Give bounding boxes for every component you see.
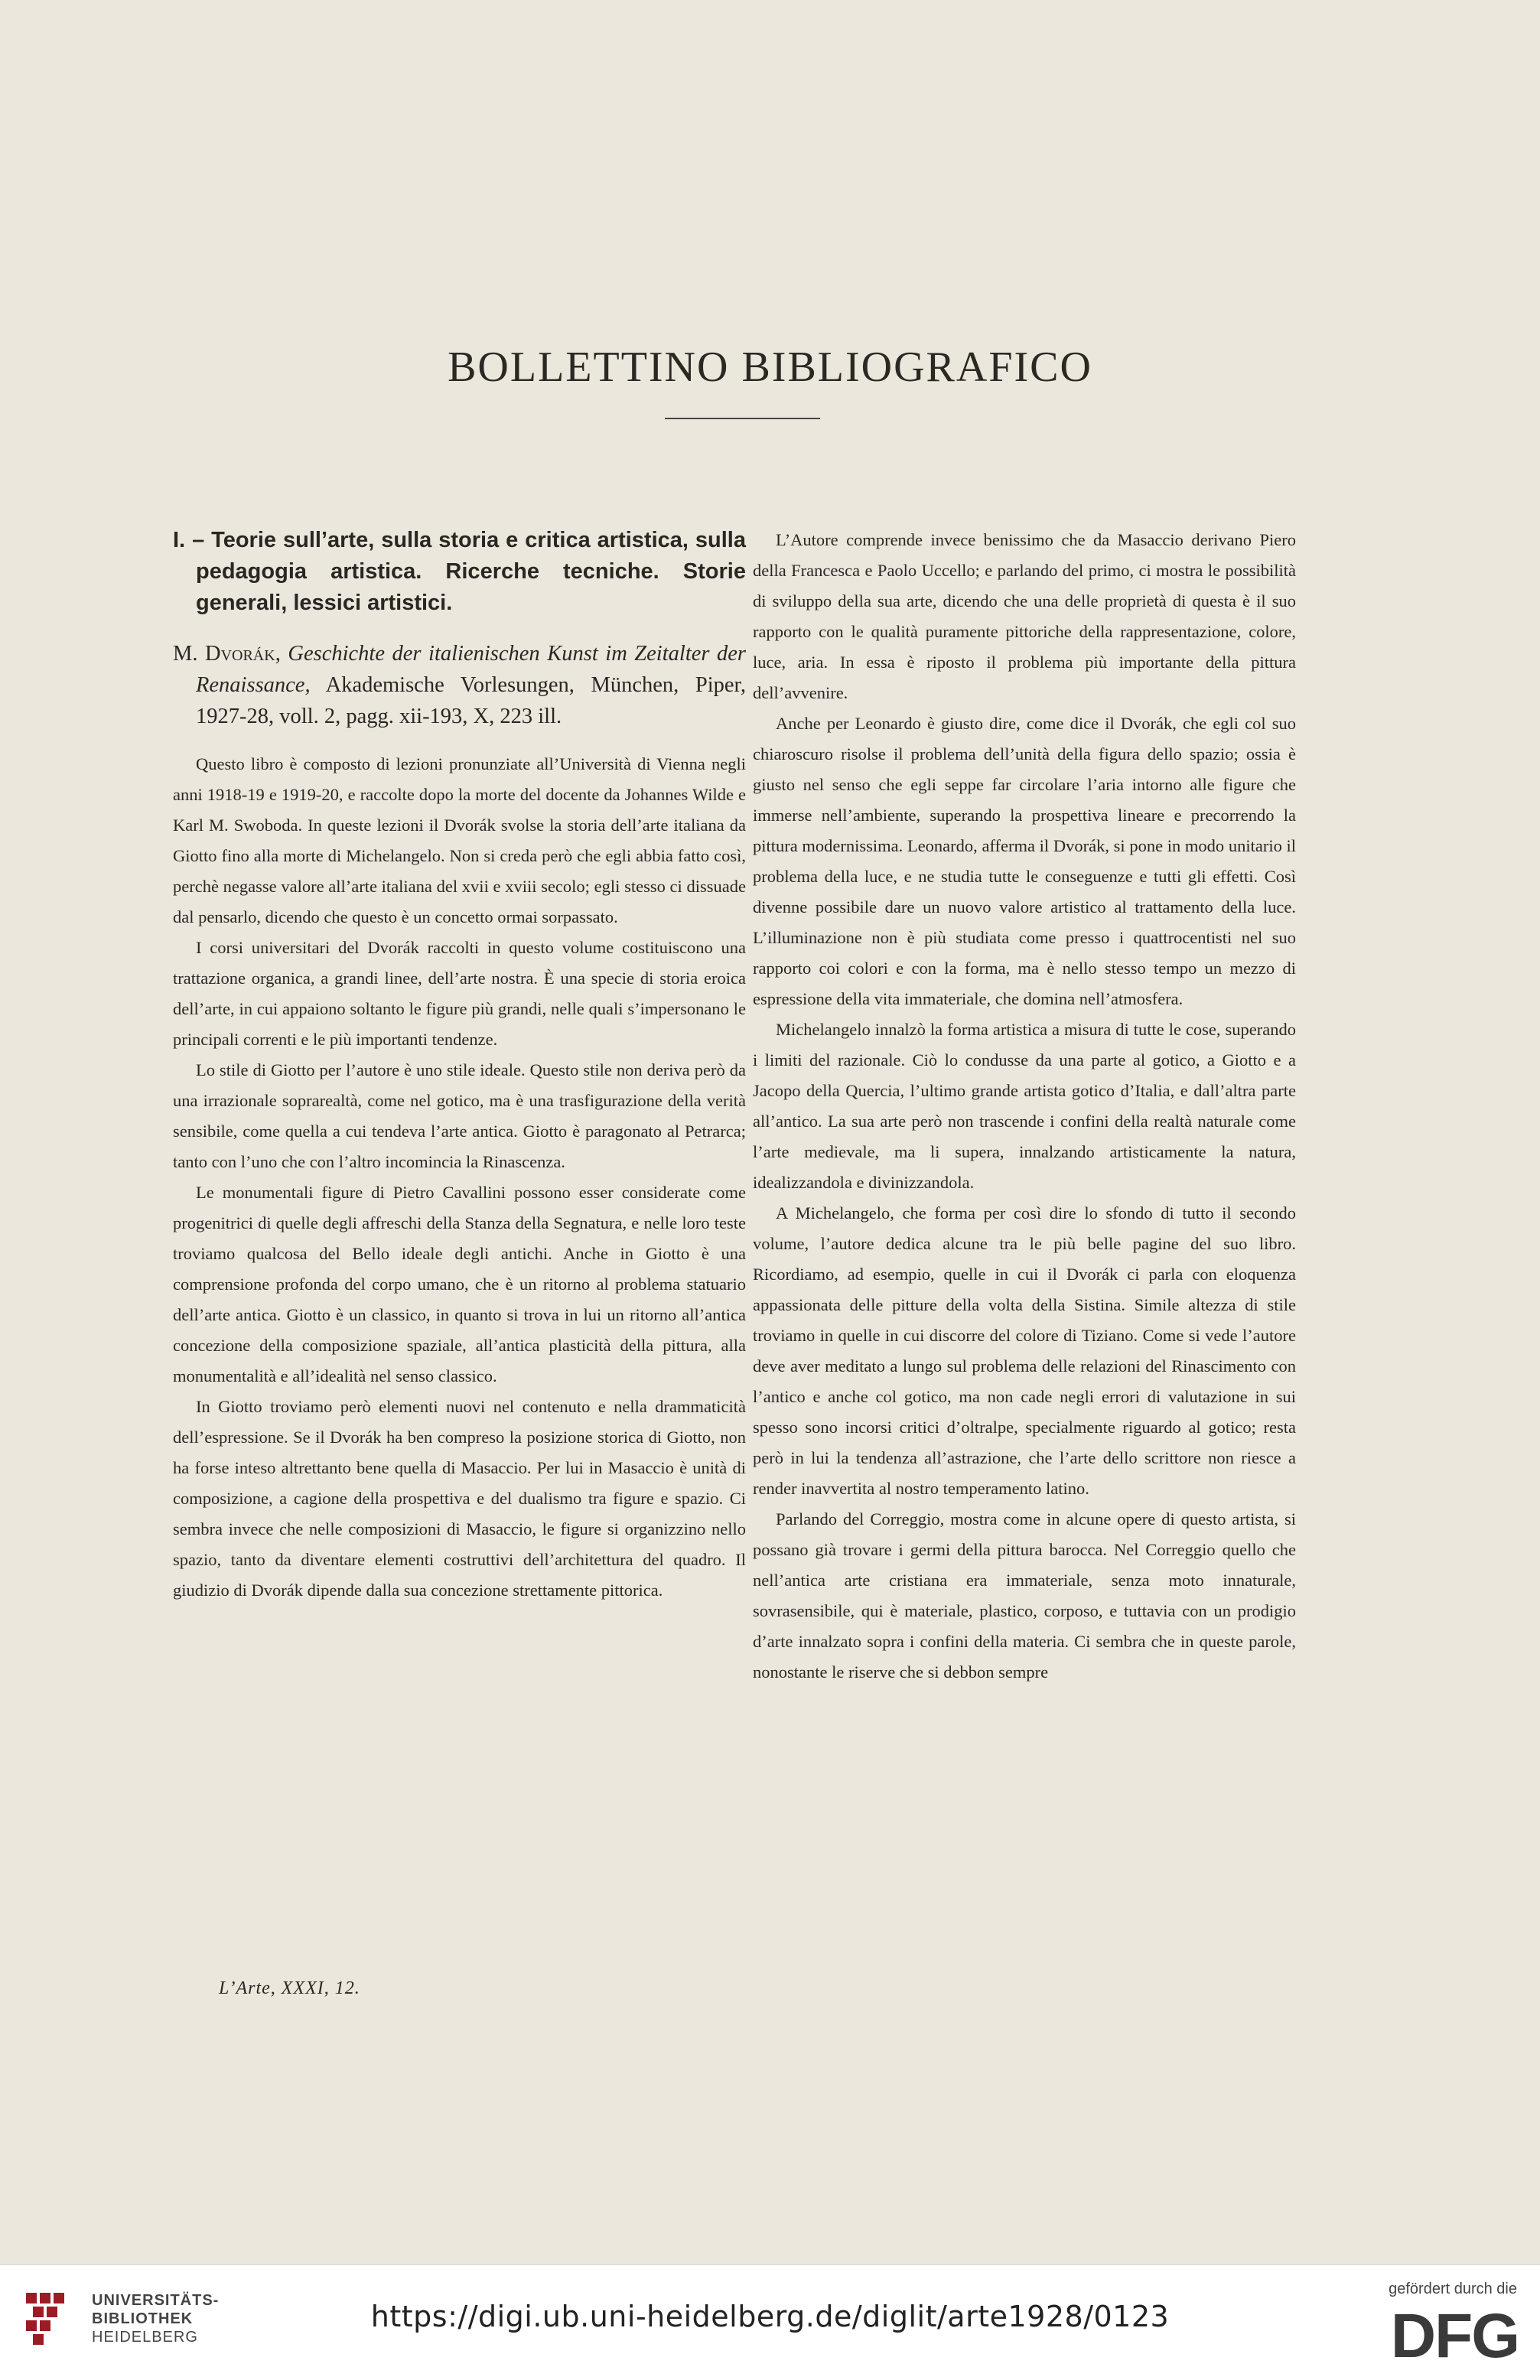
paragraph: I corsi universitari del Dvorák raccolti in questo volume costituiscono una trattazione organica, a grandi linee, dell’arte nostra. È una specie di storia eroica dell’arte, in cui appaiono soltanto le figure più grandi, nelle quali s’impersonano le principali correnti e le più importanti tendenze. <box>173 938 746 1049</box>
paragraph: Anche per Leonardo è giusto dire, come dice il Dvorák, che egli col suo chiaroscuro risolse il problema dell’unità della figura dello spazio; ossia è giusto nel senso che egli seppe far circolare l’aria intorno alle figure che immerse nell’ambiente, superando la prospettiva lineare e precorrendo la pittura modernissima. Leonardo, afferma il Dvorák, si pone in modo unitario il problema della luce, e ne studia tutte le conseguenze e tutti gli effetti. Così divenne possibile dare un nuovo valore artistico al trattamento della luce. L’illuminazione non è più studiata come presso i quattrocentisti nel suo rapporto coi colori e con la forma, ma è nello stesso tempo un mezzo di espressione della vita immateriale, che domina nell’atmosfera. <box>753 714 1296 1008</box>
entry-details: Akademische Vorlesungen, München, Piper, 1927-28, voll. 2, pagg. xii-193, X, 223 ill. <box>196 673 746 728</box>
bibliographic-entry <box>173 638 746 732</box>
paragraph: L’Autore comprende invece benissimo che da Masaccio derivano Piero della Francesca e Paolo Uccello; e parlando del primo, ci mostra le possibilità di sviluppo della sua arte, dicendo che una delle proprietà di questa è il suo rapporto con le qualità puramente pittoriche della rappresentazione, colore, luce, aria. In essa è riposto il problema più importante della pittura dell’avvenire. <box>753 530 1296 702</box>
left-column <box>173 525 746 1606</box>
paragraph: Le monumentali figure di Pietro Cavallini possono esser considerate come progenitrici di quelle degli affreschi della Stanza della Segnatura, e nelle loro teste troviamo qualcosa del Bello ideale degli antichi. Anche in Giotto è una comprensione profonda del corpo umano, che è un ritorno al problema statuario dell’arte antica. Giotto è un classico, in quanto si trova in lui un ritorno all’antica concezione della composizione spaziale, all’antica plasticità della pittura, alla monumentalità e all’idealità nel senso classico. <box>173 1183 746 1385</box>
paragraph: Lo stile di Giotto per l’autore è uno stile ideale. Questo stile non deriva però da una irrazionale soprarealtà, come nel gotico, ma è una trasfigurazione della verità sensibile, come quella a cui tendeva l’arte antica. Giotto è paragonato al Petrarca; tanto con l’uno che con l’altro incomincia la Rinascenza. <box>173 1060 746 1171</box>
dfg-logo[interactable]: DFG <box>1390 2301 1519 2371</box>
right-column <box>753 525 1296 1688</box>
title-rule <box>665 418 820 419</box>
paragraph: A Michelangelo, che forma per così dire lo sfondo di tutto il secondo volume, l’autore dedica alcune tra le più belle pagine del suo libro. Ricordiamo, ad esempio, quelle in cui il Dvorák ci parla con eloquenza appassionata delle pitture della volta della Sistina. Simile altezza di stile troviamo in quelle in cui discorre del colore di Tiziano. Come si vede l’autore deve aver meditato a lungo sul problema delle relazioni del Rinascimento con l’antico e anche col gotico, ma non cade negli errori di valutazione in sui spesso sono incorsi critici d’oltralpe, specialmente riguardo al gotico; resta però in lui la tendenza all’astrazione, che l’arte dello scrittore non riesce a render inavvertita al nostro temperamento latino. <box>753 1203 1296 1498</box>
viewer-footer <box>0 2264 1540 2380</box>
library-line: HEIDELBERG <box>92 2329 198 2346</box>
permalink-url[interactable]: https://digi.ub.uni-heidelberg.de/diglit/arte1928/0123 <box>370 2300 1170 2333</box>
page-title: BOLLETTINO BIBLIOGRAFICO <box>448 343 1092 391</box>
entry-author: M. Dvorák, <box>173 642 281 666</box>
paragraph: In Giotto troviamo però elementi nuovi nel contenuto e nella drammaticità dell’espressione. Se il Dvorák ha ben compreso la posizione storica di Giotto, non ha forse inteso altrettanto bene quella di Masaccio. Per lui in Masaccio è unità di composizione, a cagione della prospettiva e del dualismo tra figure e spazio. Ci sembra invece che nelle composizioni di Masaccio, le figure si organizzino nello spazio, tanto da diventare elementi costruttivi dell’architettura del quadro. Il giudizio di Dvorák dipende dalla sua concezione strettamente pittorica. <box>173 1397 746 1600</box>
funding-label: gefördert durch die <box>1389 2281 1517 2297</box>
paragraph: Michelangelo innalzò la forma artistica a misura di tutte le cose, superando i limiti del razionale. Ciò lo condusse da una parte al gotico, a Giotto e a Jacopo della Quercia, l’ultimo grande artista gotico d’Italia, e dall’altra parte all’antico. La sua arte però non trascende i confini della realtà naturale come l’arte medievale, ma li supera, innalzando artisticamente la natura, idealizzandola e divinizzandola. <box>753 1020 1296 1192</box>
paragraph: Parlando del Correggio, mostra come in alcune opere di questo artista, si possano già trovare i germi della pittura barocca. Nel Correggio quello che nell’antica arte cristiana era immateriale, senza moto innaturale, sovrasensibile, qui è materiale, plastico, corposo, e tuttavia con un prodigio d’arte innalzato sopra i confini della materia. Ci sembra che in queste parole, nonostante le riserve che si debbon sempre <box>753 1509 1296 1682</box>
entry-title: Geschichte der italienischen Kunst im Zeitalter der Renaissance, <box>196 642 747 697</box>
paragraph: Questo libro è composto di lezioni pronunziate all’Università di Vienna negli anni 1918-19 e 1919-20, e raccolte dopo la morte del docente da Johannes Wilde e Karl M. Swoboda. In queste lezioni il Dvorák svolse la storia dell’arte italiana da Giotto fino alla morte di Michelangelo. Non si creda però che egli abbia fatto così, perchè negasse valore all’arte italiana del xvii e xviii secolo; egli stesso ci dissuade dal pensarlo, dicendo che questo è un concetto ormai sorpassato. <box>173 754 746 926</box>
library-line: UNIVERSITÄTS- <box>92 2292 220 2309</box>
section-heading: I. – Teorie sull’arte, sulla storia e critica artistica, sulla pedagogia artistica. Ricerche tecniche. Storie generali, lessici artistici. <box>173 528 746 615</box>
page-signature: L’Arte, XXXI, 12. <box>219 1978 360 1998</box>
library-line: BIBLIOTHEK <box>92 2310 194 2327</box>
